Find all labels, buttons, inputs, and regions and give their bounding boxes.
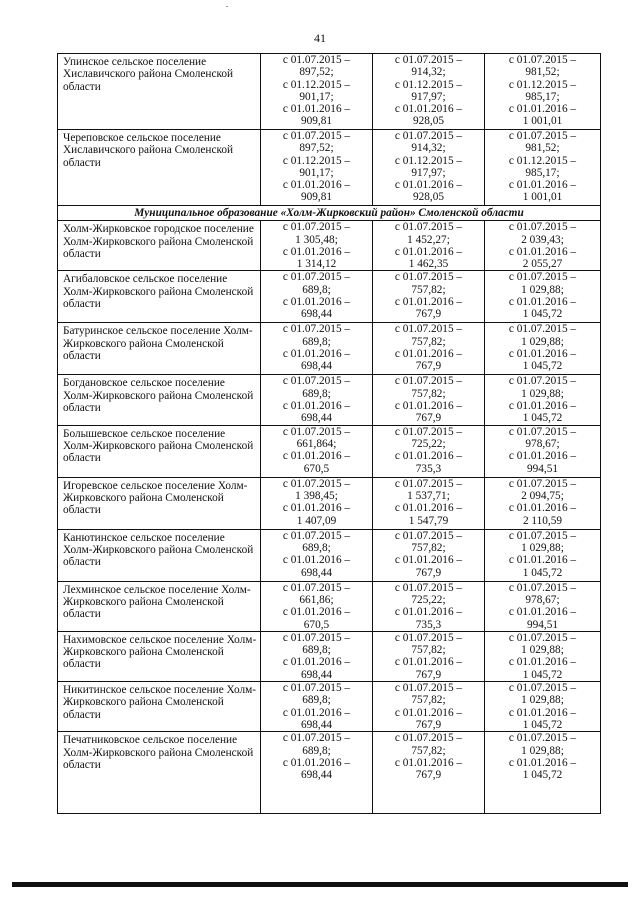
tariff-line: с 01.07.2015 – xyxy=(282,529,351,542)
tariff-line: с 01.07.2015 – xyxy=(394,425,463,438)
tariff-cell xyxy=(261,221,373,271)
table-row xyxy=(58,130,601,206)
tariff-line: с 01.01.2016 – xyxy=(394,502,463,515)
tariff-cell xyxy=(373,477,485,529)
tariff-line: с 01.07.2015 – xyxy=(508,732,577,745)
tariff-cell xyxy=(485,54,601,130)
tariff-line: 985,17; xyxy=(525,90,560,103)
tariff-line: с 01.07.2015 – xyxy=(394,732,463,745)
tariff-line: 1 547,79 xyxy=(408,514,449,527)
tariff-cell xyxy=(485,682,601,732)
tariff-line: 767,9 xyxy=(415,360,442,373)
tariff-line: 689,8; xyxy=(302,744,331,757)
tariff-line: 1 001,01 xyxy=(522,191,563,204)
tariff-cell xyxy=(373,732,485,814)
section-header: Муниципальное образование «Холм-Жирковский район» Смоленской области xyxy=(58,206,601,221)
tariff-line: 1 029,88; xyxy=(521,335,564,348)
tariff-line: с 01.12.2015 – xyxy=(394,78,463,91)
tariff-line: с 01.07.2015 – xyxy=(508,221,577,234)
settlement-name: Никитинское сельское поселение Холм-Жирковского района Смоленской области xyxy=(58,682,261,732)
tariff-cell xyxy=(261,631,373,681)
tariff-line: с 01.01.2016 – xyxy=(394,400,463,413)
tariff-cell xyxy=(261,682,373,732)
tariff-line: 689,8; xyxy=(302,694,331,707)
tariff-line: с 01.01.2016 – xyxy=(282,706,351,719)
tariff-cell xyxy=(485,732,601,814)
tariff-cell xyxy=(485,130,601,206)
tariff-line: с 01.12.2015 – xyxy=(394,154,463,167)
tariff-line: с 01.01.2016 – xyxy=(282,450,351,463)
tariff-line: 698,44 xyxy=(300,769,333,782)
tariff-line: с 01.01.2016 – xyxy=(394,296,463,309)
tariff-line: 901,17; xyxy=(299,90,334,103)
tariff-line: с 01.01.2016 – xyxy=(282,296,351,309)
tariff-line: с 01.01.2016 – xyxy=(394,348,463,361)
tariff-line: с 01.07.2015 – xyxy=(508,682,577,695)
settlement-name: Череповское сельское поселение Хиславичского района Смоленской области xyxy=(58,130,261,206)
tariff-line: с 01.07.2015 – xyxy=(508,477,577,490)
tariff-line: 914,32; xyxy=(411,142,446,155)
tariff-line: с 01.07.2015 – xyxy=(282,271,351,284)
tariff-line: 917,97; xyxy=(411,90,446,103)
table-row xyxy=(58,54,601,130)
tariff-line: 757,82; xyxy=(411,541,446,554)
tariff-line: с 01.07.2015 – xyxy=(282,581,351,594)
tariff-line: с 01.01.2016 – xyxy=(282,245,351,258)
tariff-cell xyxy=(373,425,485,477)
table-row xyxy=(58,375,601,425)
tariff-line: 689,8; xyxy=(302,283,331,296)
tariff-cell xyxy=(373,221,485,271)
tariff-line: с 01.07.2015 – xyxy=(394,631,463,644)
tariff-line: 897,52; xyxy=(299,142,334,155)
tariff-cell xyxy=(373,271,485,323)
tariff-cell xyxy=(261,323,373,375)
tariff-line: с 01.07.2015 – xyxy=(282,323,351,336)
tariff-cell xyxy=(261,271,373,323)
tariff-cell xyxy=(261,732,373,814)
tariff-line: с 01.07.2015 – xyxy=(508,323,577,336)
tariff-line: с 01.12.2015 – xyxy=(508,78,577,91)
tariff-cell xyxy=(485,477,601,529)
tariff-line: с 01.01.2016 – xyxy=(508,179,577,192)
tariff-line: 757,82; xyxy=(411,644,446,657)
tariff-line: 1 045,72 xyxy=(522,668,563,681)
tariff-line: с 01.01.2016 – xyxy=(508,756,577,769)
table-row xyxy=(58,581,601,631)
tariff-line: с 01.07.2015 – xyxy=(282,130,351,142)
tariff-line: 661,864; xyxy=(296,437,337,450)
tariff-cell xyxy=(373,54,485,130)
tariff-line: с 01.07.2015 – xyxy=(508,581,577,594)
tariff-line: с 01.07.2015 – xyxy=(508,130,577,142)
tariff-line: с 01.07.2015 – xyxy=(508,631,577,644)
tariff-line: 1 305,48; xyxy=(295,233,338,246)
tariff-line: 917,97; xyxy=(411,166,446,179)
tariff-line: с 01.01.2016 – xyxy=(394,103,463,116)
tariff-line: 981,52; xyxy=(525,142,560,155)
tariff-line: 757,82; xyxy=(411,744,446,757)
tariff-line: с 01.01.2016 – xyxy=(508,245,577,258)
tariff-line: с 01.01.2016 – xyxy=(508,400,577,413)
tariff-line: 670,5 xyxy=(303,462,330,475)
tariff-line: 1 314,12 xyxy=(296,258,337,271)
tariff-line: с 01.01.2016 – xyxy=(282,400,351,413)
tariff-line: 735,3 xyxy=(415,618,442,631)
tariff-line: с 01.07.2015 – xyxy=(282,375,351,388)
tariff-line: с 01.01.2016 – xyxy=(394,554,463,567)
tariff-line: 914,32; xyxy=(411,66,446,79)
table-row xyxy=(58,477,601,529)
tariff-table xyxy=(57,53,601,814)
tariff-line: с 01.01.2016 – xyxy=(508,348,577,361)
tariff-line: с 01.01.2016 – xyxy=(394,179,463,192)
tariff-line: 909,81 xyxy=(300,191,333,204)
settlement-name: Болышевское сельское поселение Холм-Жирковского района Смоленской области xyxy=(58,425,261,477)
tariff-line: с 01.01.2016 – xyxy=(282,756,351,769)
tariff-line: 767,9 xyxy=(415,718,442,731)
table-body-group1 xyxy=(58,54,601,206)
tariff-line: 1 029,88; xyxy=(521,541,564,554)
tariff-line: с 01.07.2015 – xyxy=(394,682,463,695)
tariff-line: 757,82; xyxy=(411,335,446,348)
tariff-cell xyxy=(261,581,373,631)
tariff-line: 767,9 xyxy=(415,308,442,321)
tariff-line: с 01.01.2016 – xyxy=(282,656,351,669)
settlement-name: Лехминское сельское поселение Холм-Жирковского района Смоленской области xyxy=(58,581,261,631)
tariff-line: 725,22; xyxy=(411,593,446,606)
tariff-line: 1 045,72 xyxy=(522,308,563,321)
tariff-cell xyxy=(485,221,601,271)
tariff-cell xyxy=(261,529,373,581)
tariff-line: с 01.07.2015 – xyxy=(282,221,351,234)
tariff-line: с 01.01.2016 – xyxy=(508,554,577,567)
settlement-name: Упинское сельское поселение Хиславичского района Смоленской области xyxy=(58,54,261,130)
tariff-line: 698,44 xyxy=(300,412,333,425)
tariff-line: 1 045,72 xyxy=(522,360,563,373)
tariff-line: 767,9 xyxy=(415,566,442,579)
tariff-line: с 01.01.2016 – xyxy=(394,706,463,719)
tariff-line: с 01.01.2016 – xyxy=(508,606,577,619)
tariff-line: с 01.01.2016 – xyxy=(282,348,351,361)
table-row xyxy=(58,425,601,477)
tariff-cell xyxy=(485,375,601,425)
table-row xyxy=(58,271,601,323)
tariff-line: с 01.01.2016 – xyxy=(394,656,463,669)
table-row xyxy=(58,221,601,271)
tariff-cell xyxy=(373,323,485,375)
settlement-name: Игоревское сельское поселение Холм-Жирковского района Смоленской области xyxy=(58,477,261,529)
tariff-line: с 01.01.2016 – xyxy=(508,502,577,515)
tariff-line: 757,82; xyxy=(411,694,446,707)
tariff-line: с 01.01.2016 – xyxy=(508,450,577,463)
tariff-line: 928,05 xyxy=(412,115,445,128)
tariff-cell xyxy=(261,54,373,130)
tariff-line: 1 398,45; xyxy=(295,489,338,502)
tariff-line: с 01.07.2015 – xyxy=(394,581,463,594)
tariff-line: 767,9 xyxy=(415,769,442,782)
table-body-section xyxy=(58,206,601,221)
tariff-line: 698,44 xyxy=(300,668,333,681)
tariff-cell xyxy=(485,529,601,581)
tariff-line: 1 029,88; xyxy=(521,283,564,296)
tariff-line: 1 452,27; xyxy=(407,233,450,246)
tariff-line: с 01.01.2016 – xyxy=(394,606,463,619)
tariff-line: с 01.01.2016 – xyxy=(282,554,351,567)
tariff-line: 725,22; xyxy=(411,437,446,450)
tariff-line: 1 001,01 xyxy=(522,115,563,128)
tariff-line: с 01.12.2015 – xyxy=(508,154,577,167)
tariff-line: 767,9 xyxy=(415,668,442,681)
tariff-line: 978,67; xyxy=(525,593,560,606)
tariff-line: с 01.01.2016 – xyxy=(394,245,463,258)
table-row xyxy=(58,631,601,681)
settlement-name: Холм-Жирковское городское поселение Холм-Жирковского района Смоленской области xyxy=(58,221,261,271)
tariff-line: с 01.07.2015 – xyxy=(508,529,577,542)
tariff-line: 1 045,72 xyxy=(522,718,563,731)
tariff-line: с 01.01.2016 – xyxy=(508,706,577,719)
table-row xyxy=(58,732,601,814)
table-row xyxy=(58,529,601,581)
tariff-cell xyxy=(485,631,601,681)
tariff-line: 670,5 xyxy=(303,618,330,631)
tariff-line: 897,52; xyxy=(299,66,334,79)
tariff-line: с 01.01.2016 – xyxy=(394,756,463,769)
settlement-name: Богдановское сельское поселение Холм-Жирковского района Смоленской области xyxy=(58,375,261,425)
settlement-name: Печатниковское сельское поселение Холм-Жирковского района Смоленской области xyxy=(58,732,261,814)
tariff-cell xyxy=(261,477,373,529)
settlement-name: Канютинское сельское поселение Холм-Жирковского района Смоленской области xyxy=(58,529,261,581)
tariff-line: 1 029,88; xyxy=(521,644,564,657)
tariff-line: с 01.01.2016 – xyxy=(394,450,463,463)
tariff-line: 1 045,72 xyxy=(522,412,563,425)
tariff-line: 2 110,59 xyxy=(522,514,563,527)
tariff-cell xyxy=(485,323,601,375)
tariff-line: 767,9 xyxy=(415,412,442,425)
tariff-line: 689,8; xyxy=(302,644,331,657)
tariff-line: с 01.07.2015 – xyxy=(508,54,577,66)
tariff-line: 735,3 xyxy=(415,462,442,475)
tariff-cell xyxy=(373,682,485,732)
tariff-line: с 01.07.2015 – xyxy=(394,221,463,234)
tariff-line: с 01.01.2016 – xyxy=(508,296,577,309)
tariff-line: 661,86; xyxy=(299,593,334,606)
tariff-cell xyxy=(373,581,485,631)
tariff-line: 928,05 xyxy=(412,191,445,204)
tariff-line: 981,52; xyxy=(525,66,560,79)
tariff-line: с 01.07.2015 – xyxy=(282,54,351,66)
tariff-line: с 01.07.2015 – xyxy=(394,375,463,388)
table-row xyxy=(58,323,601,375)
tariff-line: с 01.07.2015 – xyxy=(282,425,351,438)
settlement-name: Нахимовское сельское поселение Холм-Жирковского района Смоленской области xyxy=(58,631,261,681)
tariff-line: с 01.07.2015 – xyxy=(394,271,463,284)
tariff-line: 994,51 xyxy=(526,462,559,475)
tariff-line: с 01.07.2015 – xyxy=(282,732,351,745)
tariff-line: 978,67; xyxy=(525,437,560,450)
tariff-line: 757,82; xyxy=(411,387,446,400)
tariff-line: 698,44 xyxy=(300,308,333,321)
page-number: 41 xyxy=(314,31,326,45)
tariff-line: с 01.07.2015 – xyxy=(508,375,577,388)
tariff-line: 689,8; xyxy=(302,387,331,400)
tariff-cell xyxy=(485,271,601,323)
tariff-cell xyxy=(373,631,485,681)
tariff-line: с 01.07.2015 – xyxy=(282,682,351,695)
tariff-line: с 01.01.2016 – xyxy=(282,606,351,619)
tariff-line: с 01.07.2015 – xyxy=(508,271,577,284)
tariff-cell xyxy=(261,130,373,206)
tariff-line: с 01.12.2015 – xyxy=(282,78,351,91)
tariff-line: 689,8; xyxy=(302,541,331,554)
tariff-line: с 01.07.2015 – xyxy=(508,425,577,438)
tariff-cell xyxy=(373,529,485,581)
tariff-line: 2 094,75; xyxy=(521,489,564,502)
tariff-line: с 01.01.2016 – xyxy=(508,103,577,116)
tariff-line: 994,51 xyxy=(526,618,559,631)
tariff-line: 909,81 xyxy=(300,115,333,128)
tariff-line: с 01.01.2016 – xyxy=(282,179,351,192)
settlement-name: Агибаловское сельское поселение Холм-Жирковского района Смоленской области xyxy=(58,271,261,323)
tariff-line: 1 537,71; xyxy=(407,489,450,502)
tariff-line: с 01.07.2015 – xyxy=(394,529,463,542)
bottom-border-bar xyxy=(12,882,628,887)
table-body-group2 xyxy=(58,221,601,814)
tariff-line: с 01.07.2015 – xyxy=(394,130,463,142)
tariff-line: 2 055,27 xyxy=(522,258,563,271)
settlement-name: Батуринское сельское поселение Холм-Жирковского района Смоленской области xyxy=(58,323,261,375)
tariff-line: 901,17; xyxy=(299,166,334,179)
tariff-line: 757,82; xyxy=(411,283,446,296)
scan-mark xyxy=(226,6,228,7)
tariff-line: с 01.12.2015 – xyxy=(282,154,351,167)
tariff-line: 2 039,43; xyxy=(521,233,564,246)
tariff-line: 1 029,88; xyxy=(521,387,564,400)
tariff-line: 1 045,72 xyxy=(522,566,563,579)
tariff-line: 1 029,88; xyxy=(521,744,564,757)
tariff-line: с 01.07.2015 – xyxy=(394,477,463,490)
tariff-line: с 01.07.2015 – xyxy=(394,54,463,66)
tariff-line: с 01.07.2015 – xyxy=(282,477,351,490)
tariff-line: 1 045,72 xyxy=(522,769,563,782)
tariff-line: 1 407,09 xyxy=(296,514,337,527)
tariff-line: 698,44 xyxy=(300,718,333,731)
tariff-line: 698,44 xyxy=(300,360,333,373)
tariff-line: с 01.01.2016 – xyxy=(282,502,351,515)
tariff-line: с 01.07.2015 – xyxy=(394,323,463,336)
tariff-line: с 01.07.2015 – xyxy=(282,631,351,644)
tariff-line: с 01.01.2016 – xyxy=(508,656,577,669)
tariff-cell xyxy=(261,425,373,477)
tariff-cell xyxy=(485,581,601,631)
table-row xyxy=(58,682,601,732)
tariff-line: 698,44 xyxy=(300,566,333,579)
tariff-cell xyxy=(373,130,485,206)
tariff-line: 689,8; xyxy=(302,335,331,348)
tariff-cell xyxy=(261,375,373,425)
tariff-line: 1 029,88; xyxy=(521,694,564,707)
tariff-line: 985,17; xyxy=(525,166,560,179)
tariff-cell xyxy=(373,375,485,425)
tariff-line: 1 462,35 xyxy=(408,258,449,271)
section-header-row xyxy=(58,206,601,221)
tariff-cell xyxy=(485,425,601,477)
tariff-line: с 01.01.2016 – xyxy=(282,103,351,116)
